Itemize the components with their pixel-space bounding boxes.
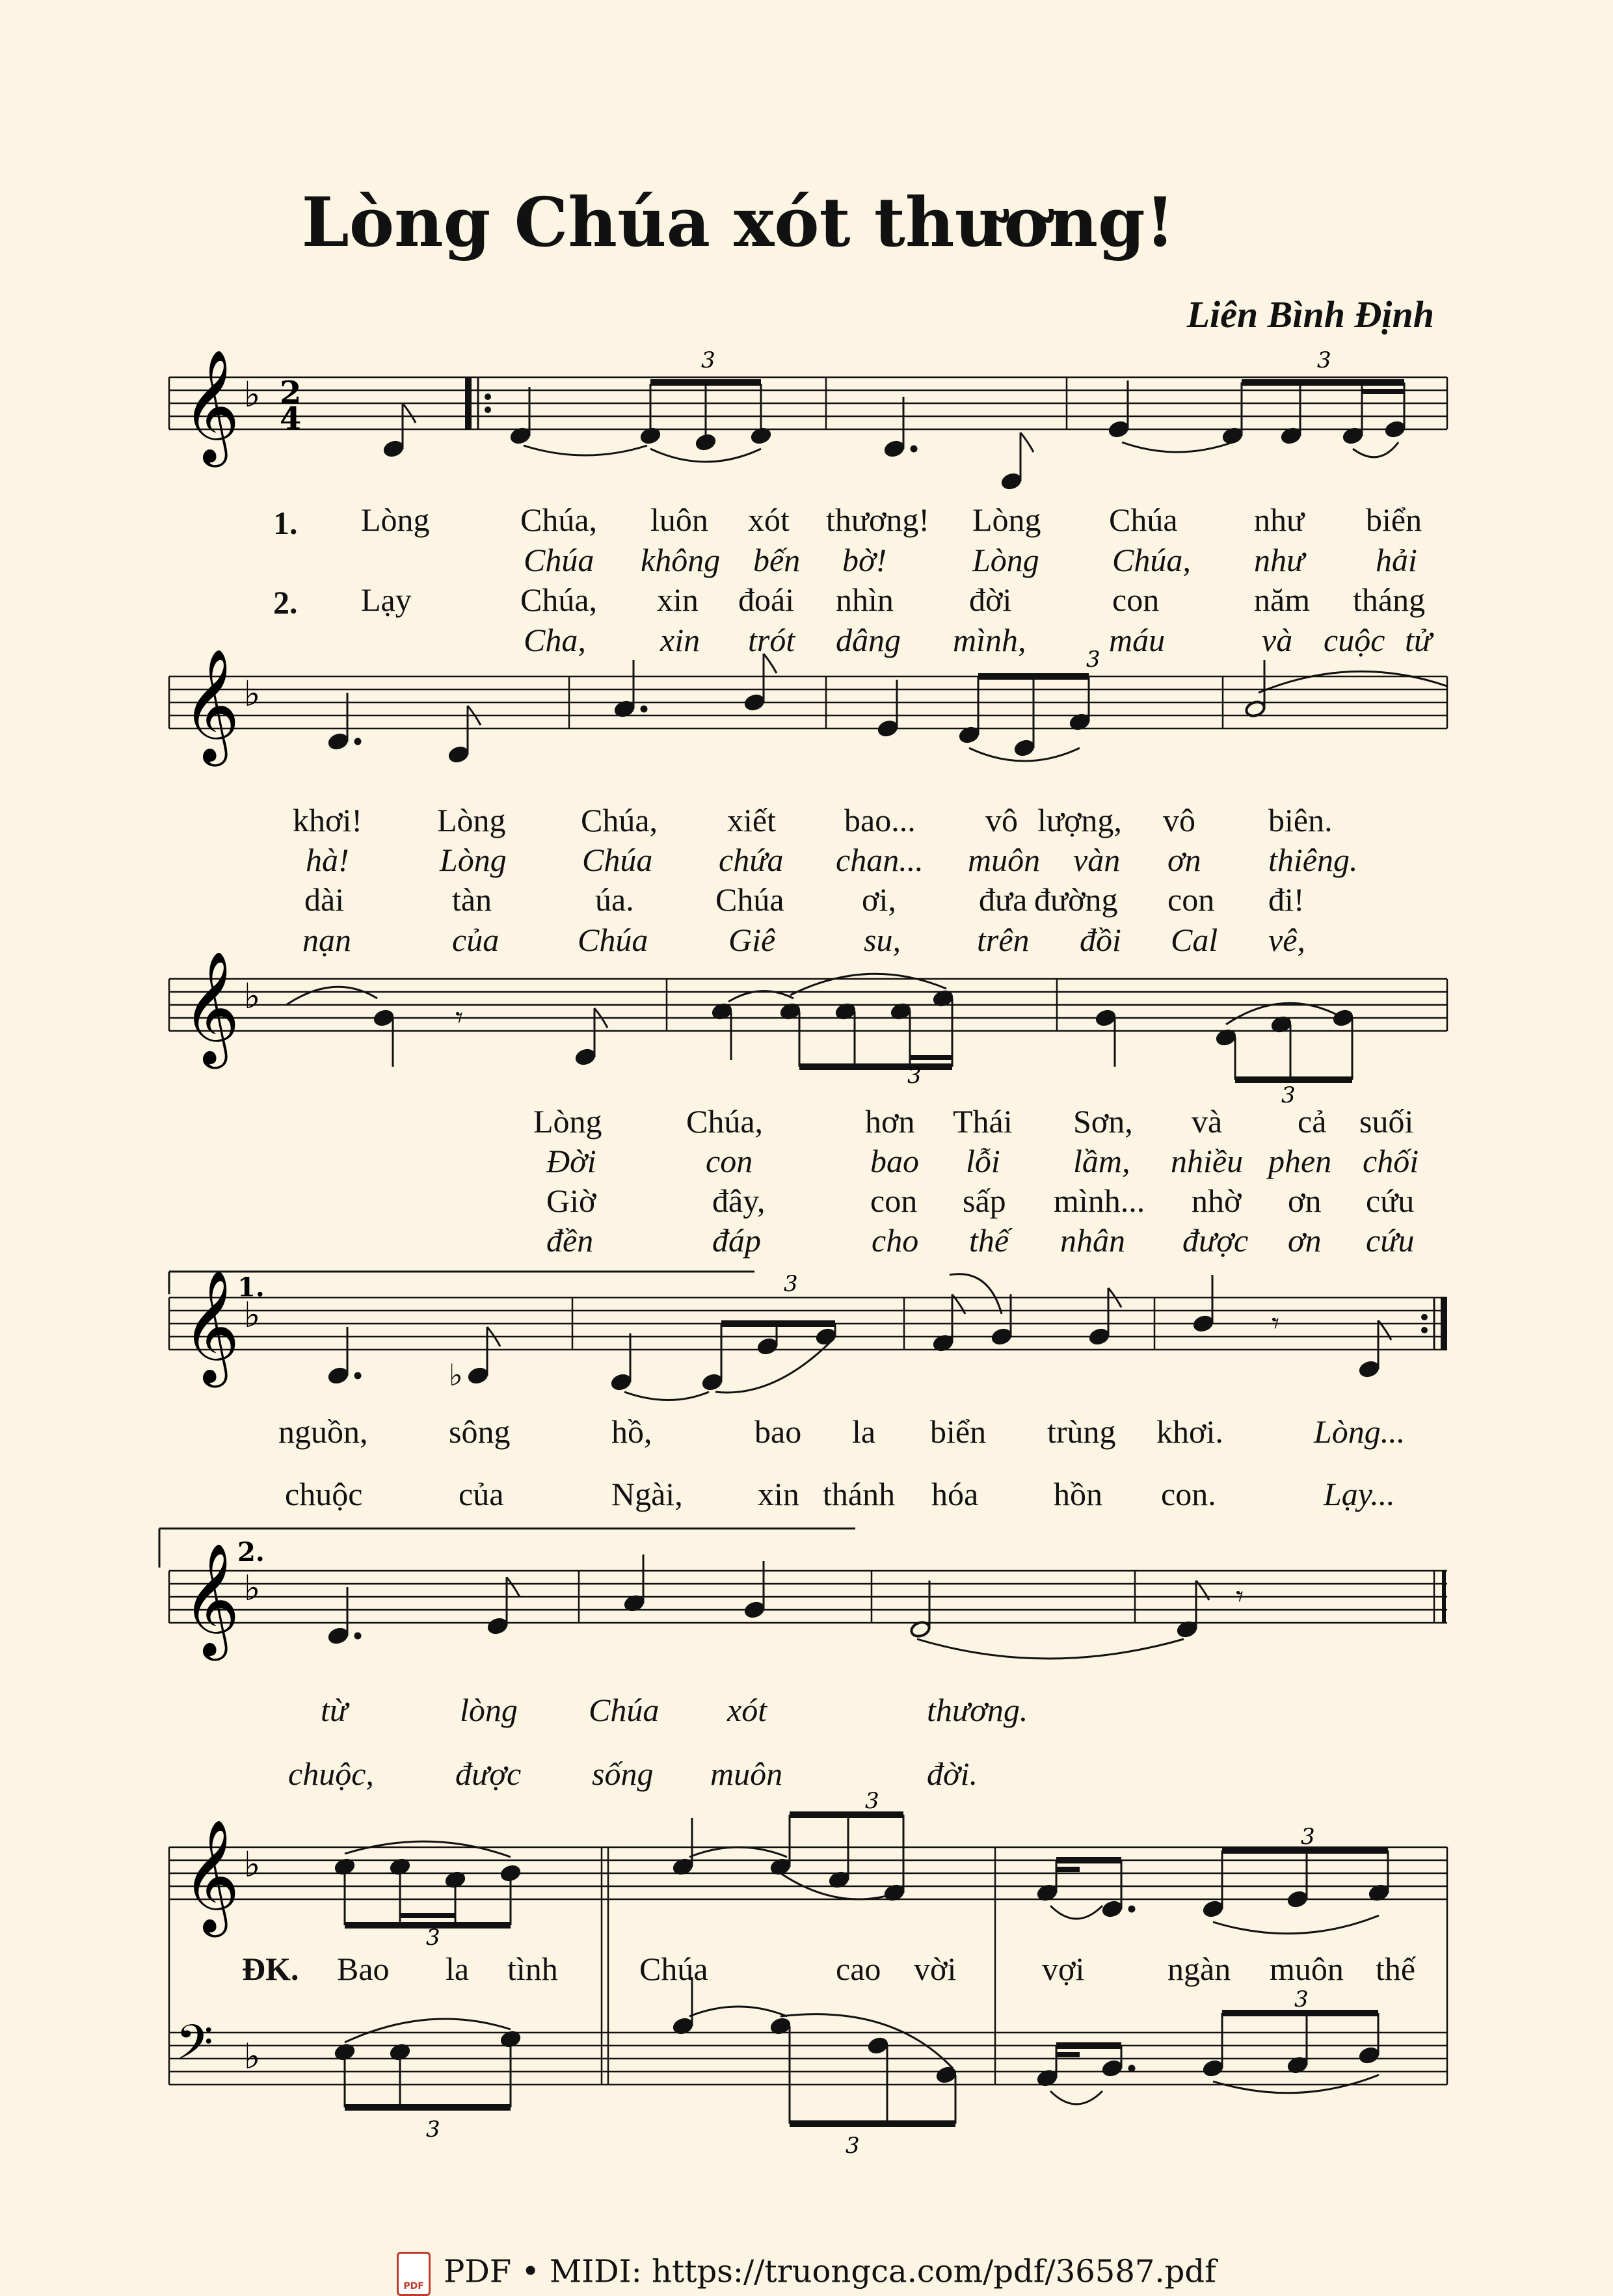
staff-system-3 <box>169 951 1447 1108</box>
lyric-word: nạn <box>302 922 351 958</box>
triplet-mark: 3 <box>846 2133 860 2159</box>
staff-system-4 <box>169 1270 1447 1400</box>
flat-key-icon: ♭ <box>244 2036 261 2077</box>
lyric-word: sống <box>592 1755 654 1792</box>
lyric-word: đưa <box>979 881 1028 918</box>
lyric-word: Đời <box>546 1143 596 1179</box>
staff-system-2 <box>169 647 1447 767</box>
lyric-word: su, <box>864 922 901 958</box>
lyric-word: Chúa, <box>520 581 598 618</box>
lyric-word: bao <box>870 1143 919 1179</box>
lyric-word: Lạy <box>361 581 412 618</box>
pdf-icon[interactable] <box>397 2252 431 2296</box>
lyric-word: nhờ <box>1192 1182 1242 1219</box>
lyric-word: Lòng <box>533 1103 602 1140</box>
lyric-word: chứa <box>719 842 784 878</box>
treble-clef-icon: 𝄞 <box>182 951 240 1064</box>
flat-key-icon: ♭ <box>244 1568 261 1609</box>
lyric-word: của <box>459 1476 504 1512</box>
eighth-rest-icon: 𝄾 <box>1236 1579 1244 1614</box>
lyric-word: thương! <box>826 501 930 538</box>
lyric-word: trùng <box>1047 1413 1116 1450</box>
lyric-word: con <box>706 1143 753 1179</box>
footer-link[interactable]: PDF • MIDI: https://truongca.com/pdf/36587.pdf <box>444 2253 1216 2290</box>
lyric-word: đi! <box>1268 881 1305 918</box>
lyric-word: đây, <box>712 1182 766 1219</box>
lyric-word: con. <box>1161 1476 1216 1512</box>
lyric-word: dâng <box>836 622 901 658</box>
triplet-mark: 3 <box>1086 647 1100 673</box>
lyric-word: trót <box>748 622 795 658</box>
lyric-word: biển <box>1366 501 1422 538</box>
lyric-word: cứu <box>1366 1182 1415 1219</box>
lyric-word: và <box>1262 622 1293 658</box>
lyric-word: Chúa <box>578 922 648 958</box>
lyric-word: Lòng <box>361 501 430 538</box>
lyric-word: Chúa <box>524 542 594 578</box>
lyric-word: hà! <box>306 842 349 878</box>
flat-key-icon: ♭ <box>244 1844 261 1885</box>
triplet-mark: 3 <box>701 347 715 373</box>
lyric-word: và <box>1192 1103 1223 1140</box>
refrain-label: ĐK. <box>242 1951 299 1987</box>
triplet-mark: 3 <box>865 1788 879 1814</box>
lyric-word: Lòng <box>972 501 1041 538</box>
lyric-word: cuộc <box>1324 622 1385 658</box>
lyric-word: luôn <box>650 501 708 538</box>
lyric-word: vô <box>1163 802 1195 838</box>
lyric-word: hóa <box>931 1476 979 1512</box>
lyric-word: đời. <box>927 1755 978 1792</box>
lyric-word: xót <box>748 501 790 538</box>
triplet-mark: 3 <box>426 1925 440 1951</box>
lyric-word: xót <box>727 1692 767 1728</box>
lyric-word: như <box>1254 542 1305 578</box>
lyric-word: Chúa <box>589 1692 660 1728</box>
lyric-word: úa. <box>595 881 634 918</box>
lyric-word: Cha, <box>524 622 586 658</box>
lyric-word: Bao <box>337 1951 390 1987</box>
lyric-word: Chúa, <box>581 802 658 838</box>
triplet-mark: 3 <box>907 1063 922 1089</box>
lyric-word: vàn <box>1073 842 1121 878</box>
eighth-rest-icon: 𝄾 <box>1272 1305 1280 1341</box>
lyric-word: từ <box>321 1692 348 1728</box>
lyric-word: tháng <box>1353 581 1426 618</box>
lyric-word: chuộc <box>285 1476 363 1512</box>
time-signature-bottom: 4 <box>280 401 302 437</box>
lyric-word: bao... <box>844 802 916 838</box>
lyric-word: máu <box>1109 622 1166 658</box>
lyric-word: cứu <box>1366 1222 1415 1259</box>
lyric-word: mình, <box>953 622 1026 658</box>
treble-clef-icon: 𝄞 <box>182 1270 240 1383</box>
volta-2-bracket <box>159 1528 855 1568</box>
lyric-word: phen <box>1268 1143 1332 1179</box>
lyric-word: nhìn <box>836 581 894 618</box>
lyric-word: đoái <box>738 581 795 618</box>
staff-system-1 <box>169 347 1447 490</box>
lyric-word: con <box>1112 581 1160 618</box>
bass-clef-icon: 𝄢 <box>176 2014 213 2083</box>
time-signature-top: 2 <box>280 375 302 411</box>
lyric-word: Sơn, <box>1073 1103 1133 1140</box>
lyric-word: Lòng <box>972 542 1039 578</box>
lyric-word: được <box>455 1755 522 1792</box>
lyric-word: tàn <box>452 881 492 918</box>
verse-number-2: 2. <box>273 584 298 621</box>
flat-accidental-icon: ♭ <box>449 1357 463 1393</box>
treble-clef-icon: 𝄞 <box>182 349 240 462</box>
lyric-word: chối <box>1363 1143 1419 1179</box>
volta-2-label: 2. <box>237 1537 265 1568</box>
flat-key-icon: ♭ <box>244 673 261 714</box>
lyric-word: Lòng <box>437 802 506 838</box>
lyric-word: mình... <box>1054 1182 1145 1219</box>
lyric-word: lượng, <box>1037 802 1122 838</box>
lyric-word: biển <box>930 1413 987 1450</box>
lyric-word: cho <box>872 1222 919 1259</box>
lyric-word: dài <box>304 881 345 918</box>
verse-number-1: 1. <box>273 505 298 541</box>
volta-1-label: 1. <box>237 1272 265 1303</box>
eighth-rest-icon: 𝄾 <box>455 1000 464 1035</box>
triplet-mark: 3 <box>784 1271 798 1297</box>
lyric-word: của <box>452 922 500 958</box>
lyric-word: muôn <box>710 1755 783 1792</box>
lyric-word: nhiều <box>1171 1143 1244 1179</box>
lyric-word: đền <box>546 1222 594 1259</box>
triplet-mark: 3 <box>1317 347 1331 373</box>
lyric-word: đồi <box>1080 922 1121 958</box>
lyric-word: xin <box>758 1476 799 1512</box>
triplet-mark: 3 <box>1301 1824 1315 1850</box>
lyric-word: muôn <box>1270 1951 1344 1987</box>
treble-clef-icon: 𝄞 <box>182 648 240 762</box>
lyric-word: vê, <box>1268 922 1305 958</box>
lyric-word: ơn <box>1288 1182 1322 1219</box>
triplet-mark: 3 <box>426 2116 440 2142</box>
lyric-word: bao <box>754 1413 802 1450</box>
lyric-word: tình <box>507 1951 558 1987</box>
lyric-word: con <box>1167 881 1215 918</box>
triplet-mark: 3 <box>1281 1082 1296 1108</box>
lyric-word: ngàn <box>1167 1951 1231 1987</box>
lyric-word: thương. <box>927 1692 1028 1728</box>
lyric-word: không <box>641 542 721 578</box>
lyric-word: sấp <box>963 1182 1006 1219</box>
treble-clef-icon: 𝄞 <box>182 1543 240 1656</box>
lyric-word: muôn <box>968 842 1041 878</box>
lyric-word: vời <box>914 1951 957 1987</box>
lyric-word: chan... <box>836 842 924 878</box>
flat-key-icon: ♭ <box>244 374 261 415</box>
lyric-word: Cal <box>1171 922 1218 958</box>
lyric-word: suối <box>1359 1103 1414 1140</box>
lyric-word: như <box>1254 501 1305 538</box>
song-title: Lòng Chúa xót thương! <box>301 182 1175 262</box>
lyric-word: Giờ <box>546 1182 596 1219</box>
lyric-word: hồ, <box>611 1413 652 1450</box>
lyric-word: xin <box>657 581 699 618</box>
lyric-word: hải <box>1376 542 1417 578</box>
lyric-word: hơn <box>865 1103 915 1140</box>
treble-clef-icon: 𝄞 <box>182 1819 240 1932</box>
composer-name: Liên Bình Định <box>1186 293 1434 336</box>
lyric-word: nhân <box>1060 1222 1125 1259</box>
lyric-word: con <box>870 1182 918 1219</box>
lyric-word: la <box>446 1951 470 1987</box>
lyric-word: khơi! <box>293 802 362 838</box>
lyric-word: lòng <box>460 1692 518 1728</box>
lyric-word: sông <box>449 1413 511 1450</box>
lyric-word: Giê <box>728 922 776 958</box>
lyric-word: thánh <box>823 1476 896 1512</box>
triplet-mark: 3 <box>1294 1986 1309 2012</box>
lyric-word: Chúa <box>639 1951 708 1987</box>
lyric-word: biên. <box>1268 802 1333 838</box>
lyric-word: tử <box>1405 622 1432 658</box>
lyric-word: xin <box>660 622 700 658</box>
lyric-word: bến <box>753 542 801 578</box>
lyric-word: đường <box>1034 881 1118 918</box>
lyric-word: Lòng... <box>1314 1413 1406 1450</box>
lyric-word: chuộc, <box>288 1755 374 1792</box>
pdf-icon-label: PDF <box>403 2281 424 2291</box>
lyric-word: Chúa <box>715 881 784 918</box>
lyric-word: Chúa, <box>686 1103 764 1140</box>
lyric-word: được <box>1182 1222 1249 1259</box>
lyric-word: Lòng <box>440 842 507 878</box>
lyric-word: ơn <box>1167 842 1201 878</box>
lyric-word: Chúa <box>1109 501 1178 538</box>
lyric-word: vô <box>985 802 1018 838</box>
staff-system-5 <box>159 1528 1447 1661</box>
lyric-word: đáp <box>712 1222 761 1259</box>
lyric-word: la <box>852 1413 876 1450</box>
flat-key-icon: ♭ <box>244 1294 261 1335</box>
lyric-word: thế <box>969 1222 1009 1259</box>
lyric-word: ơn <box>1288 1222 1322 1259</box>
lyric-word: lầm, <box>1073 1143 1130 1179</box>
lyric-word: thiêng. <box>1268 842 1358 878</box>
lyric-word: Chúa, <box>520 501 598 538</box>
lyric-word: Chúa, <box>1112 542 1191 578</box>
lyric-word: xiết <box>727 802 776 838</box>
lyric-word: năm <box>1254 581 1311 618</box>
flat-key-icon: ♭ <box>244 976 261 1017</box>
lyric-word: trên <box>977 922 1030 958</box>
lyric-word: ơi, <box>862 881 896 918</box>
lyric-word: vợi <box>1042 1951 1085 1987</box>
lyric-word: Lạy... <box>1324 1476 1395 1512</box>
lyric-word: cả <box>1298 1103 1327 1140</box>
lyric-word: thế <box>1376 1951 1416 1987</box>
lyric-word: đời <box>969 581 1012 618</box>
lyric-word: Ngài, <box>611 1476 683 1512</box>
lyric-word: nguồn, <box>278 1413 368 1450</box>
lyric-word: hồn <box>1054 1476 1102 1512</box>
lyric-word: bờ! <box>842 542 887 578</box>
footer <box>0 2252 1613 2296</box>
lyric-word: lỗi <box>966 1143 1000 1179</box>
lyric-word: Chúa <box>582 842 653 878</box>
lyric-word: cao <box>836 1951 881 1987</box>
lyric-word: Thái <box>953 1103 1013 1140</box>
lyric-word: khơi. <box>1156 1413 1223 1450</box>
